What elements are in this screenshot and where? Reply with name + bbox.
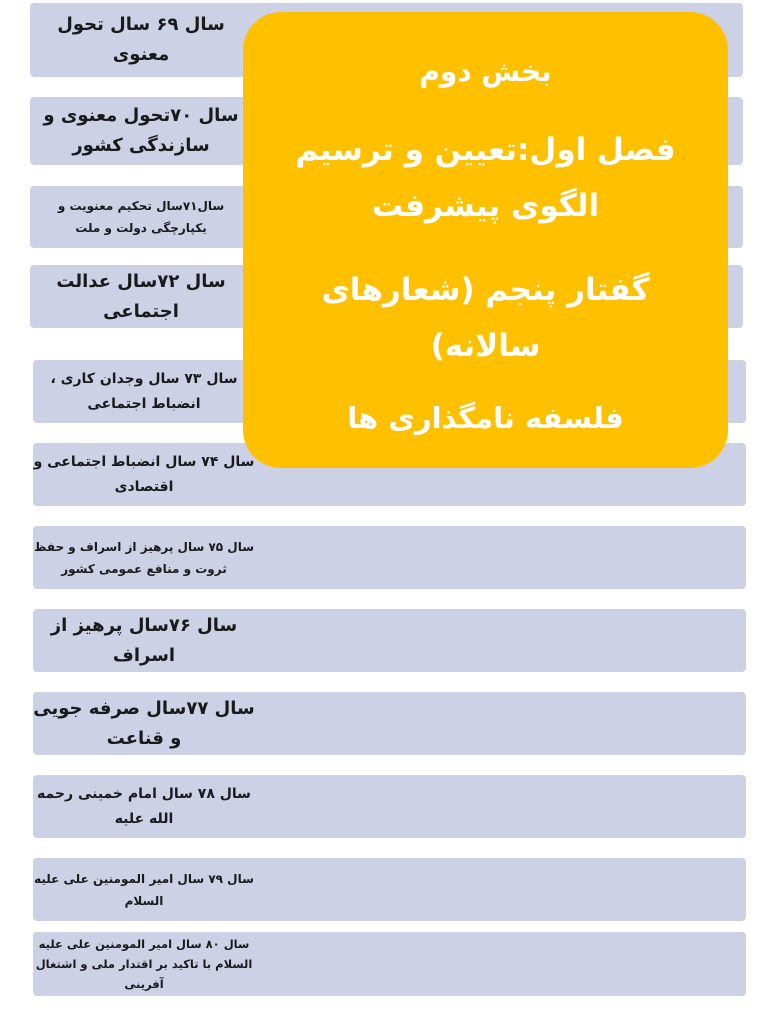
list-item-label: سال ۷۷سال صرفه جویی و قناعت	[33, 697, 255, 749]
list-item-label: سال ۶۹ سال تحول معنوی	[57, 14, 225, 65]
list-item-label: سال ۷۰تحول معنوی و سازندگی کشور	[43, 105, 239, 156]
list-item-label: سال ۸۰ سال امیر المومنین علی علیه السلام با تاکید بر اقتدار ملی و اشتغال آفرینی	[35, 937, 253, 991]
list-item-label: سال ۷۵ سال پرهیز از اسراف و حفظ ثروت و منافع عمومی کشور	[33, 539, 255, 576]
list-item-label: سال ۷۳ سال وجدان کاری ، انضباط اجتماعی	[50, 370, 238, 412]
part-title: بخش دوم	[419, 55, 552, 88]
list-item	[33, 526, 746, 589]
list-item	[33, 692, 746, 755]
list-item	[33, 932, 746, 996]
list-item	[33, 609, 746, 672]
lesson-title: گفتار پنجم (شعارهای سالانه)	[321, 272, 650, 364]
list-item-label: سال ۷۹ سال امیر المومنین علی علیه السلام	[34, 871, 254, 908]
list-item	[33, 775, 746, 838]
list-item-label: سال۷۱سال تحکیم معنویت و یکپارچگی دولت و ملت	[57, 199, 225, 235]
topic-title: فلسفه نامگذاری ها	[347, 401, 624, 435]
list-item-label: سال ۷۲سال عدالت اجتماعی	[56, 270, 226, 322]
list-item-label: سال ۷۶سال پرهیز از اسراف	[50, 614, 238, 666]
list-item-label: سال ۷۸ سال امام خمینی رحمه الله علیه	[37, 785, 251, 827]
chapter-title: فصل اول:تعیین و ترسیم الگوی پیشرفت	[295, 132, 676, 224]
list-item-label: سال ۷۴ سال انضباط اجتماعی و اقتصادی	[33, 453, 255, 495]
title-card	[243, 12, 728, 468]
list-item	[33, 858, 746, 921]
